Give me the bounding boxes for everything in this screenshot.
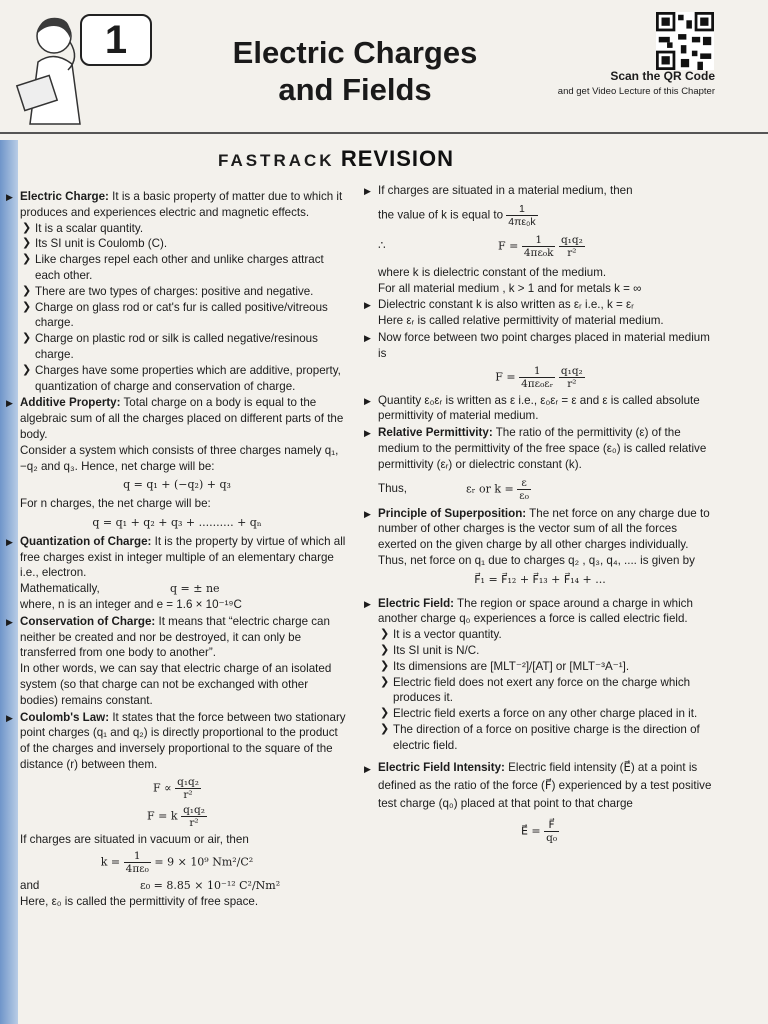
chapter-number: 1	[80, 14, 152, 66]
left-column	[6, 188, 348, 910]
formula: q = q₁ + (−q₂) + q₃	[123, 478, 231, 492]
qr-subtitle: and get Video Lecture of this Chapter	[557, 86, 715, 97]
paragraph: where, n is an integer and e = 1.6 × 10⁻¹⁹C	[20, 597, 242, 611]
quantization-item: ▶ Quantization of Charge: It is the property by virtue of which all free charges exist in integer multiple of an elementary charge i.e., electron.	[6, 534, 348, 581]
formula: F⃗₁ = F⃗₁₂ + F⃗₁₃ + F⃗₁₄ + ...	[474, 572, 606, 586]
superposition-item: ▶ Principle of Superposition: The net force on any charge due to number of other charges is the vector sum of all the forces exerted on the given charge by all other charges individually.	[364, 506, 716, 553]
coulombs-law-item: ▶ Coulomb's Law: It states that the force between two stationary point charges (q₁ and q₂) is directly proportional to the product of the charges and inversely proportional to the square of the distance (r) between them.	[6, 710, 348, 773]
formula-row: Thus, εᵣ or k = $\frac{\varepsilon}{\text{ε₀}}$	[378, 476, 529, 502]
paragraph: For all material medium , k > 1 and for metals k = ∞	[378, 281, 642, 295]
paragraph: Here εᵣ is called relative permittivity of material medium.	[378, 314, 664, 328]
list-item: ❯ Electric field does not exert any force on the charge which produces it.	[364, 675, 716, 707]
paragraph: Mathematically, q = ± ne	[20, 582, 220, 596]
relative-permittivity-item: ▶ Relative Permittivity: The ratio of the permittivity (ε) of the medium to the permittivity of the free space (ε₀) is called relative permittivity (εᵣ) or dielectric constant (k).	[364, 425, 716, 472]
paragraph: In other words, we can say that electric charge of an isolated system (so that charge can not be exchanged with other bodies) remains constant.	[20, 662, 332, 707]
paragraph: If charges are situated in vacuum or air, then	[20, 832, 249, 846]
formula: F = k $\frac{\text{q₁q₂}}{\text{r²}}$	[147, 803, 205, 829]
list-item: ❯ Electric field exerts a force on any other charge placed in it.	[364, 706, 716, 722]
list-item: ❯ Charge on plastic rod or silk is called negative/resinous charge.	[6, 331, 348, 363]
formula: F ∝ $\frac{\text{q₁q₂}}{\text{r²}}$	[153, 775, 199, 801]
force-medium-item: ▶ Now force between two point charges placed in material medium is	[364, 330, 716, 362]
list-item: ❯ Its SI unit is Coulomb (C).	[6, 236, 348, 252]
paragraph: and ε₀ = 8.85 × 10⁻¹² C²/Nm²	[20, 879, 281, 893]
field-intensity-item: ▶ Electric Field Intensity: Electric field intensity (E⃗) at a point is defined as the ratio of the force (F⃗) experienced by a test positive test charge (q₀) placed at that point to that charge	[364, 759, 716, 813]
paragraph: Thus, net force on q₁ due to charges q₂ , q₃, q₄, .... is given by	[378, 553, 695, 567]
list-item: ❯ It is a vector quantity.	[364, 627, 716, 643]
list-item: ❯ Charge on glass rod or cat's fur is called positive/vitreous charge.	[6, 300, 348, 332]
chapter-title: Electric Charges and Fields	[232, 35, 478, 107]
paragraph: Consider a system which consists of three charges namely q₁, −q₂ and q₃. Hence, net charge will be:	[20, 443, 339, 473]
list-item: ❯ Like charges repel each other and unlike charges attract each other.	[6, 252, 348, 284]
paragraph: where k is dielectric constant of the medium.	[378, 265, 607, 279]
list-item: ❯ Its SI unit is N/C.	[364, 643, 716, 659]
chapter-header	[0, 0, 768, 140]
list-item: ❯ Its dimensions are [MLT⁻²]/[AT] or [MLT⁻³A⁻¹].	[364, 659, 716, 675]
material-medium-item: ▶ If charges are situated in a material medium, then	[364, 183, 716, 199]
electric-field-item: ▶ Electric Field: The region or space around a charge in which another charge q₀ experiences a force is called electric field.	[364, 596, 716, 628]
formula: F = $\frac{1}{\text{4πε₀εᵣ}}$ $\frac{\text{q₁q₂}}{\text{r²}}$	[495, 364, 583, 390]
section-banner: FASTRACK REVISION	[218, 146, 454, 171]
right-column	[364, 182, 716, 847]
qr-title: Scan the QR Code	[610, 69, 715, 83]
quantity-item: ▶ Quantity ε₀εᵣ is written as ε i.e., ε₀εᵣ = ε and ε is called absolute permittivity of material medium.	[364, 393, 716, 425]
header-divider	[0, 132, 768, 134]
paragraph: For n charges, the net charge will be:	[20, 497, 211, 511]
formula: E⃗ = $\frac{F⃗}{\text{q₀}}$	[520, 818, 558, 844]
formula-row: ∴ F = $\frac{1}{\text{4πε₀k}}$ $\frac{\text{q₁q₂}}{\text{r²}}$	[378, 233, 583, 259]
formula: k = $\frac{1}{\text{4πε₀}}$ = 9 × 10⁹ Nm²/C²	[100, 850, 254, 876]
qr-code-icon[interactable]	[656, 12, 714, 70]
list-item: ❯ Charges have some properties which are additive, property, quantization of charge and conservation of charge.	[6, 363, 348, 395]
paragraph: Here, ε₀ is called the permittivity of free space.	[20, 895, 259, 909]
formula: q = q₁ + q₂ + q₃ + .......... + qₙ	[92, 515, 262, 529]
list-item: ❯ There are two types of charges: positive and negative.	[6, 284, 348, 300]
electric-charge-item: ▶ Electric Charge: It is a basic property of matter due to which it produces and experiences electric and magnetic effects.	[6, 189, 348, 221]
conservation-item: ▶ Conservation of Charge: It means that “electric charge can neither be created and nor be destroyed, it can only be transferred from one body to another”.	[6, 614, 348, 661]
list-item: ❯ The direction of a force on positive charge is the direction of electric field.	[364, 722, 716, 754]
paragraph: the value of k is equal to $\frac{1}{\text{4πε₀k}}$	[378, 202, 536, 228]
additive-property-item: ▶ Additive Property: Total charge on a body is equal to the algebraic sum of all the charges placed on different parts of the body.	[6, 395, 348, 442]
list-item: ❯ It is a scalar quantity.	[6, 221, 348, 237]
dielectric-item: ▶ Dielectric constant k is also written as εᵣ i.e., k = εᵣ	[364, 297, 716, 313]
